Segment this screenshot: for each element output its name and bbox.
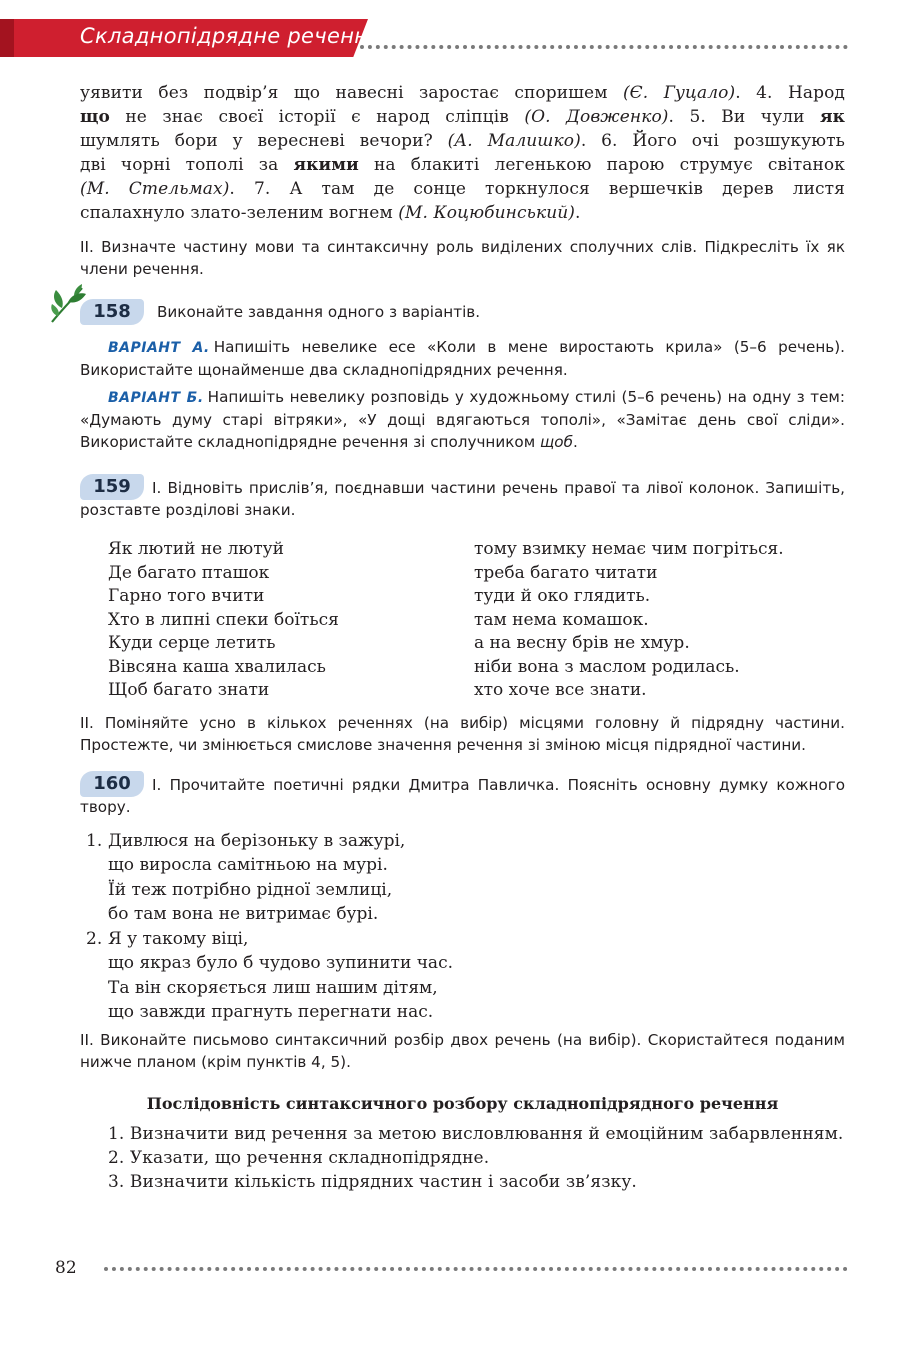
exercise-number-badge: 159 xyxy=(80,474,144,500)
exercise-number-badge: 158 xyxy=(80,299,144,325)
variant-b: ВАРІАНТ Б. Напишіть невелику розповідь у художньому стилі (5–6 речень) на одну з тем: «Думають думу старі вітряки», «У дощі вдягаються тополі», «Замітає день свої сліди». Використайте складнопідрядне речення зі сполучником щоб. xyxy=(80,388,845,451)
header-dotted-rule xyxy=(360,45,848,49)
exercise-prompt: Виконайте завдання одного з варіантів. xyxy=(157,303,481,321)
poem-2: 2. Я у такому віці, що якраз було б чудово зупинити час. Та він скоряється лиш нашим дітям, що завжди прагнуть перегнати нас. xyxy=(86,929,453,1023)
list-item: тому взимку немає чим погріться. xyxy=(474,539,784,559)
list-item: Як лютий не лютуй xyxy=(108,539,284,559)
plan-item: 2. Указати, що речення складнопідрядне. xyxy=(108,1148,490,1168)
plan-item: 3. Визначити кількість підрядних частин і засоби зв’язку. xyxy=(108,1172,637,1192)
task-ii-highlighted-words: II. Визначте частину мови та синтаксичну роль виділених сполучних слів. Підкресліть їх як члени речення. xyxy=(80,238,845,278)
list-item: ніби вона з маслом родилась. xyxy=(474,656,740,677)
proverb-left-column xyxy=(108,538,339,703)
page-number: 82 xyxy=(55,1258,77,1278)
intro-paragraph: уявити без подвір’я що навесні заростає споришем (Є. Гуцало). 4. Народ що не знає своєї історії є народ сліпців (О. Довженко). 5. Ви чули як шумлять бори у вересневі вечори? (А. Малишко). 6. Його очі розшукують дві чорні тополі за якими на блакиті легенькою парою струмує світанок (М. Стельмах). 7. А там де сонце торкнулося вершечків дерев листя спалахнуло злато-зеленим вогнем (М. Коцюбинський). xyxy=(80,83,846,223)
exercise-prompt: I. Відновіть прислів’я, поєднавши частини речень правої та лівої колонок. Запишіть, розставте розділові знаки. xyxy=(80,479,845,519)
footer-dotted-rule xyxy=(104,1267,848,1271)
poem-1: 1. Дивлюся на берізоньку в зажурі, що виросла самітньою на мурі. Їй теж потрібно рідної землиці, бо там вона не витримає бурі. xyxy=(86,831,406,925)
list-item: Щоб багато знати xyxy=(108,680,270,700)
list-item: Куди серце летить xyxy=(108,633,276,653)
list-item: треба багато читати xyxy=(474,562,658,583)
exercise-number-badge: 160 xyxy=(80,771,144,797)
variant-a-label: ВАРІАНТ А. xyxy=(108,340,210,356)
list-item: хто хоче все знати. xyxy=(474,680,647,700)
variant-a: ВАРІАНТ А. Напишіть невелике есе «Коли в мене виростають крила» (5–6 речень). Використайте щонайменше два складнопідрядних речення. xyxy=(80,338,846,379)
list-item: Де багато пташок xyxy=(108,562,270,583)
task-ii-syntax-analysis: II. Виконайте письмово синтаксичний розбір двох речень (на вибір). Скористайтеся поданим нижче планом (крім пунктів 4, 5). xyxy=(80,1031,845,1071)
list-item: а на весну брів не хмур. xyxy=(474,633,690,653)
list-item: Хто в липні спеки боїться xyxy=(108,609,339,630)
variant-b-label: ВАРІАНТ Б. xyxy=(108,390,204,406)
proverb-right-column xyxy=(474,538,784,703)
poem-number: 2. xyxy=(86,929,103,949)
section-title: Складнопідрядне речення xyxy=(80,24,382,48)
list-item: там нема комашок. xyxy=(474,609,649,630)
list-item: Вівсяна каша хвалилась xyxy=(108,656,326,677)
task-ii-swap-parts: II. Поміняйте усно в кількох реченнях (на вибір) місцями головну й підрядну частини. Простежте, чи змінюється смислове значення речення зі зміною місця підрядної частини. xyxy=(80,714,845,754)
exercise-prompt: I. Прочитайте поетичні рядки Дмитра Павличка. Поясніть основну думку кожного твору. xyxy=(80,776,845,816)
list-item: Гарно того вчити xyxy=(108,586,265,606)
list-item: туди й око глядить. xyxy=(474,586,651,606)
plan-item: 1. Визначити вид речення за метою висловлювання й емоційним забарвленням. xyxy=(108,1124,844,1144)
poem-number: 1. xyxy=(86,831,103,851)
plan-title: Послідовність синтаксичного розбору складнопідрядного речення xyxy=(146,1094,779,1113)
plan-list xyxy=(80,1122,845,1194)
